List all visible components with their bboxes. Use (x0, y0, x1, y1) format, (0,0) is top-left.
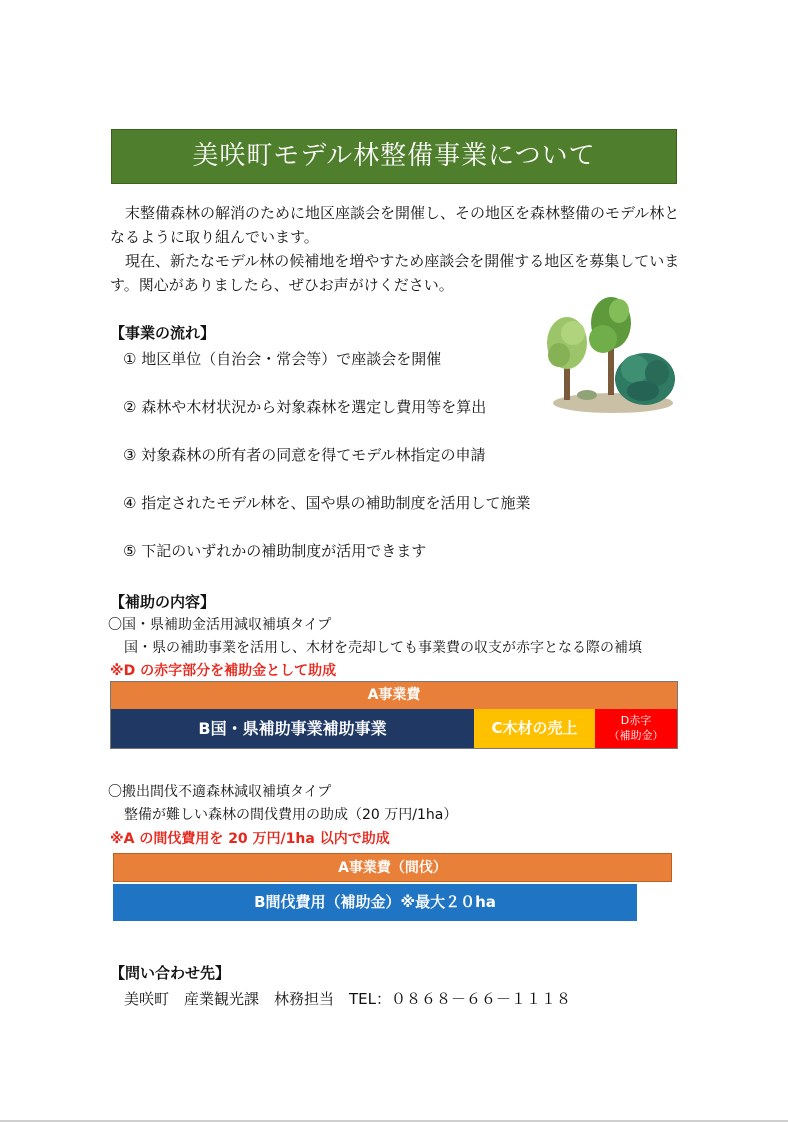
flow-step-5: ⑤ 下記のいずれかの補助制度が活用できます (123, 542, 427, 560)
page-title: 美咲町モデル林整備事業について (111, 129, 677, 184)
type2-bar-b: B間伐費用（補助金）※最大２０ha (113, 884, 637, 921)
intro-text-2: 現在、新たなモデル林の候補地を増やすため座談会を開催する地区を募集しています。関心がありましたら、ぜひお声がけください。 (110, 252, 680, 294)
type1-bar-b: B国・県補助事業補助事業 (111, 709, 474, 748)
type2-description: 整備が難しい森林の間伐費用の助成（20 万円/1ha） (124, 807, 458, 823)
flow-step-4: ④ 指定されたモデル林を、国や県の補助制度を活用して施業 (123, 494, 531, 512)
type1-title: 〇国・県補助金活用減収補填タイプ (108, 617, 332, 633)
intro-paragraph (110, 201, 685, 297)
type2-note: ※A の間伐費用を 20 万円/1ha 以内で助成 (110, 831, 390, 847)
subsidy-heading: 【補助の内容】 (110, 593, 216, 611)
type2-bar-a: A事業費（間伐） (113, 853, 672, 882)
forest-trees-illustration (545, 295, 675, 417)
type1-bar-d-sublabel: （補助金） (608, 729, 664, 742)
flow-step-3: ③ 対象森林の所有者の同意を得てモデル林指定の申請 (123, 446, 486, 464)
type1-bar-c: C木材の売上 (474, 709, 595, 748)
intro-text-1: 末整備森林の解消のために地区座談会を開催し、その地区を森林整備のモデル林となるように取り組んでいます。 (110, 204, 680, 246)
type1-note: ※D の赤字部分を補助金として助成 (110, 663, 337, 679)
type2-title: 〇搬出間伐不適森林減収補填タイプ (108, 784, 332, 800)
type1-bar-d (595, 709, 677, 748)
flow-step-1: ① 地区単位（自治会・常会等）で座談会を開催 (123, 350, 442, 368)
contact-info: 美咲町 産業観光課 林務担当 TEL：０８６８－６６－１１１８ (124, 990, 572, 1008)
type1-bar-d-label: D赤字 (620, 714, 652, 727)
contact-heading: 【問い合わせ先】 (110, 964, 231, 982)
type1-bar-a: A事業費 (111, 682, 677, 709)
flow-step-2: ② 森林や木材状況から対象森林を選定し費用等を算出 (123, 398, 487, 416)
type1-description: 国・県の補助事業を活用し、木材を売却しても事業費の収支が赤字となる際の補填 (124, 640, 642, 656)
flow-heading: 【事業の流れ】 (110, 324, 216, 342)
